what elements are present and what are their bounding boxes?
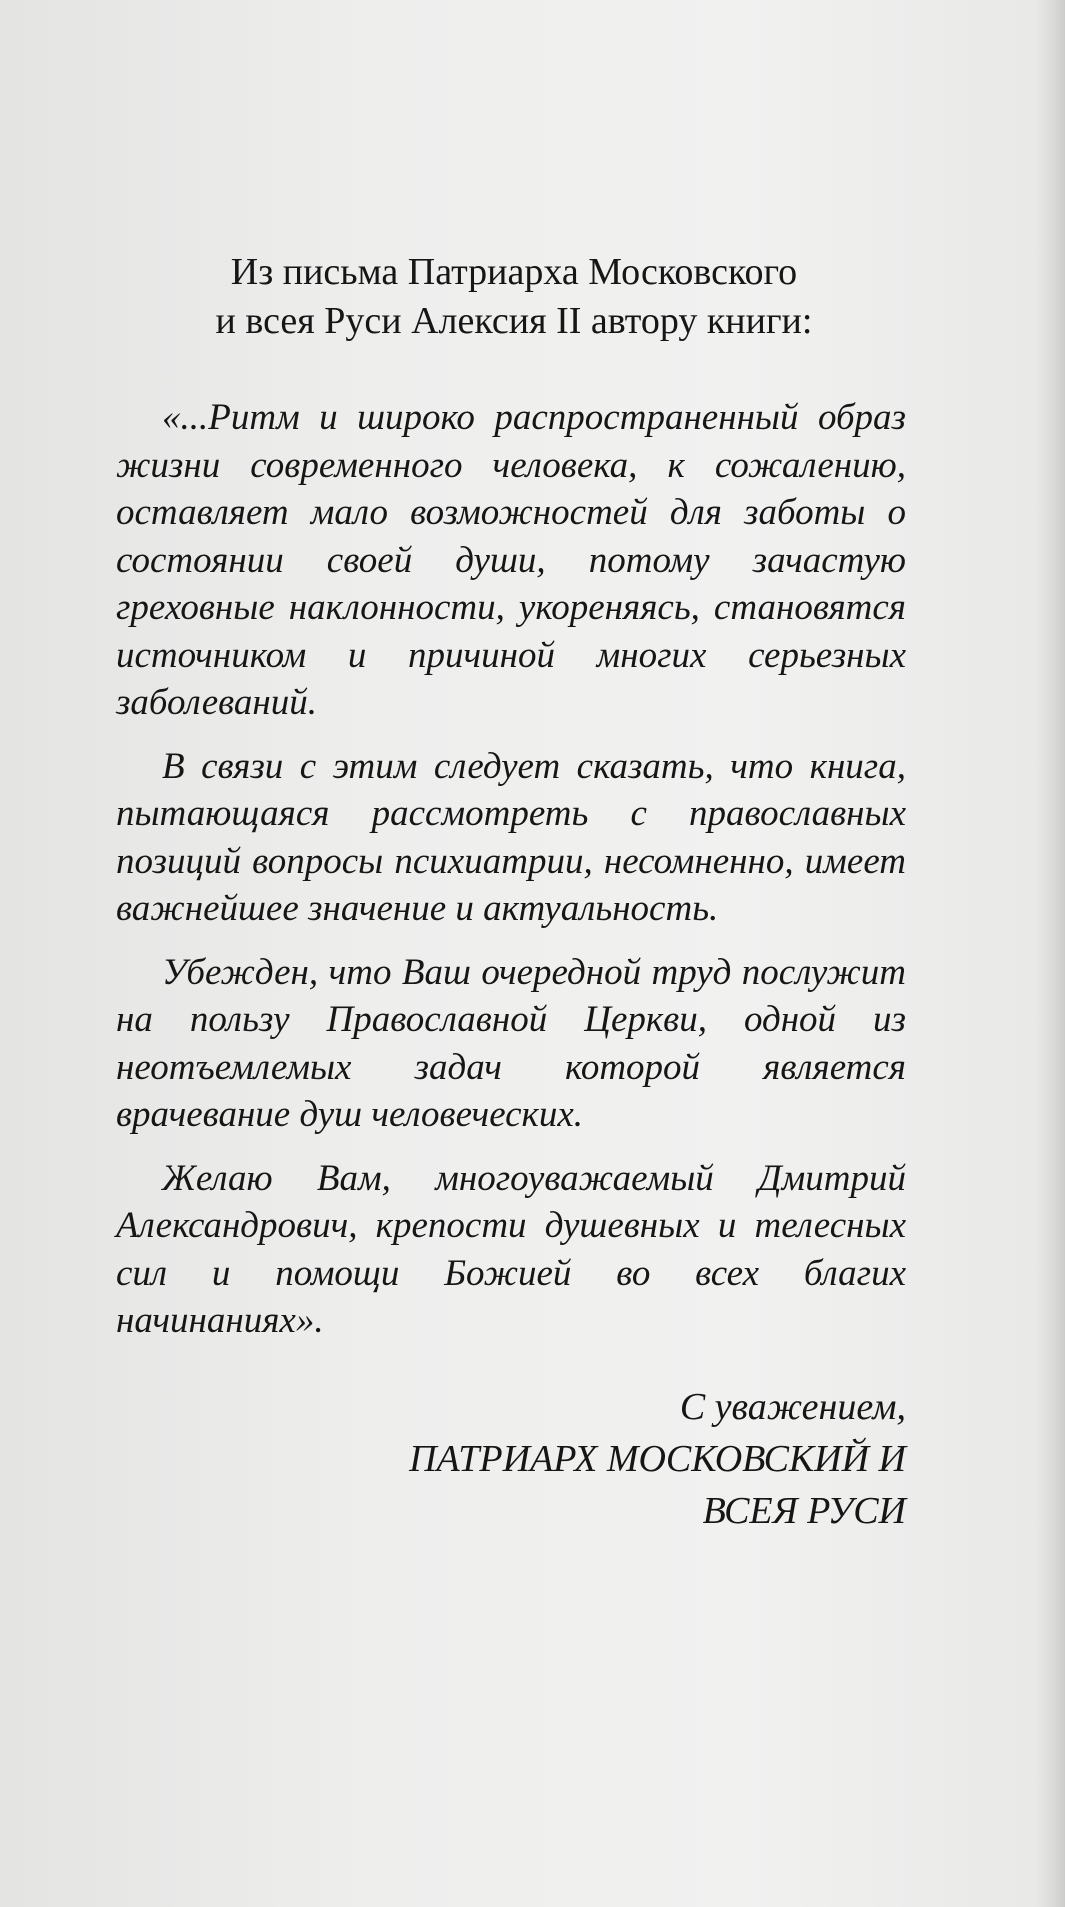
heading-line-2: и всея Руси Алексия II автору книги: bbox=[215, 300, 813, 342]
letter-heading bbox=[116, 248, 906, 346]
letter-paragraph-4: Желаю Вам, многоуважаемый Дмитрий Александрович, крепости душевных и телесных сил и помощи Божией во всех благих начинаниях». bbox=[116, 1157, 906, 1341]
letter-text-block bbox=[116, 248, 906, 1537]
signature-title-line-2: ВСЕЯ РУСИ bbox=[702, 1489, 906, 1532]
letter-paragraph-2: В связи с этим следует сказать, что книга, пытающаяся рассмотреть с православных позиций вопросы психиатрии, несомненно, имеет важнейшее значение и актуальность. bbox=[116, 745, 906, 929]
letter-body bbox=[116, 394, 906, 1345]
signature-title-line-1: ПАТРИАРХ МОСКОВСКИЙ И bbox=[409, 1437, 906, 1480]
letter-paragraph-3: Убежден, что Ваш очередной труд послужит на пользу Православной Церкви, одной из неотъемлемых задач которой является врачевание душ человеческих. bbox=[116, 951, 906, 1135]
heading-line-1: Из письма Патриарха Московского bbox=[230, 251, 798, 293]
signature-greeting: С уважением, bbox=[679, 1385, 906, 1428]
page-edge-shadow bbox=[1035, 0, 1065, 1907]
letter-signature bbox=[116, 1381, 906, 1537]
letter-paragraph-1: «...Ритм и широко распространенный образ жизни современного человека, к сожалению, оставляет мало возможностей для заботы о состоянии своей души, потому зачастую греховные наклонности, укореняясь, становятся источником и причиной многих серьезных заболеваний. bbox=[116, 397, 906, 723]
